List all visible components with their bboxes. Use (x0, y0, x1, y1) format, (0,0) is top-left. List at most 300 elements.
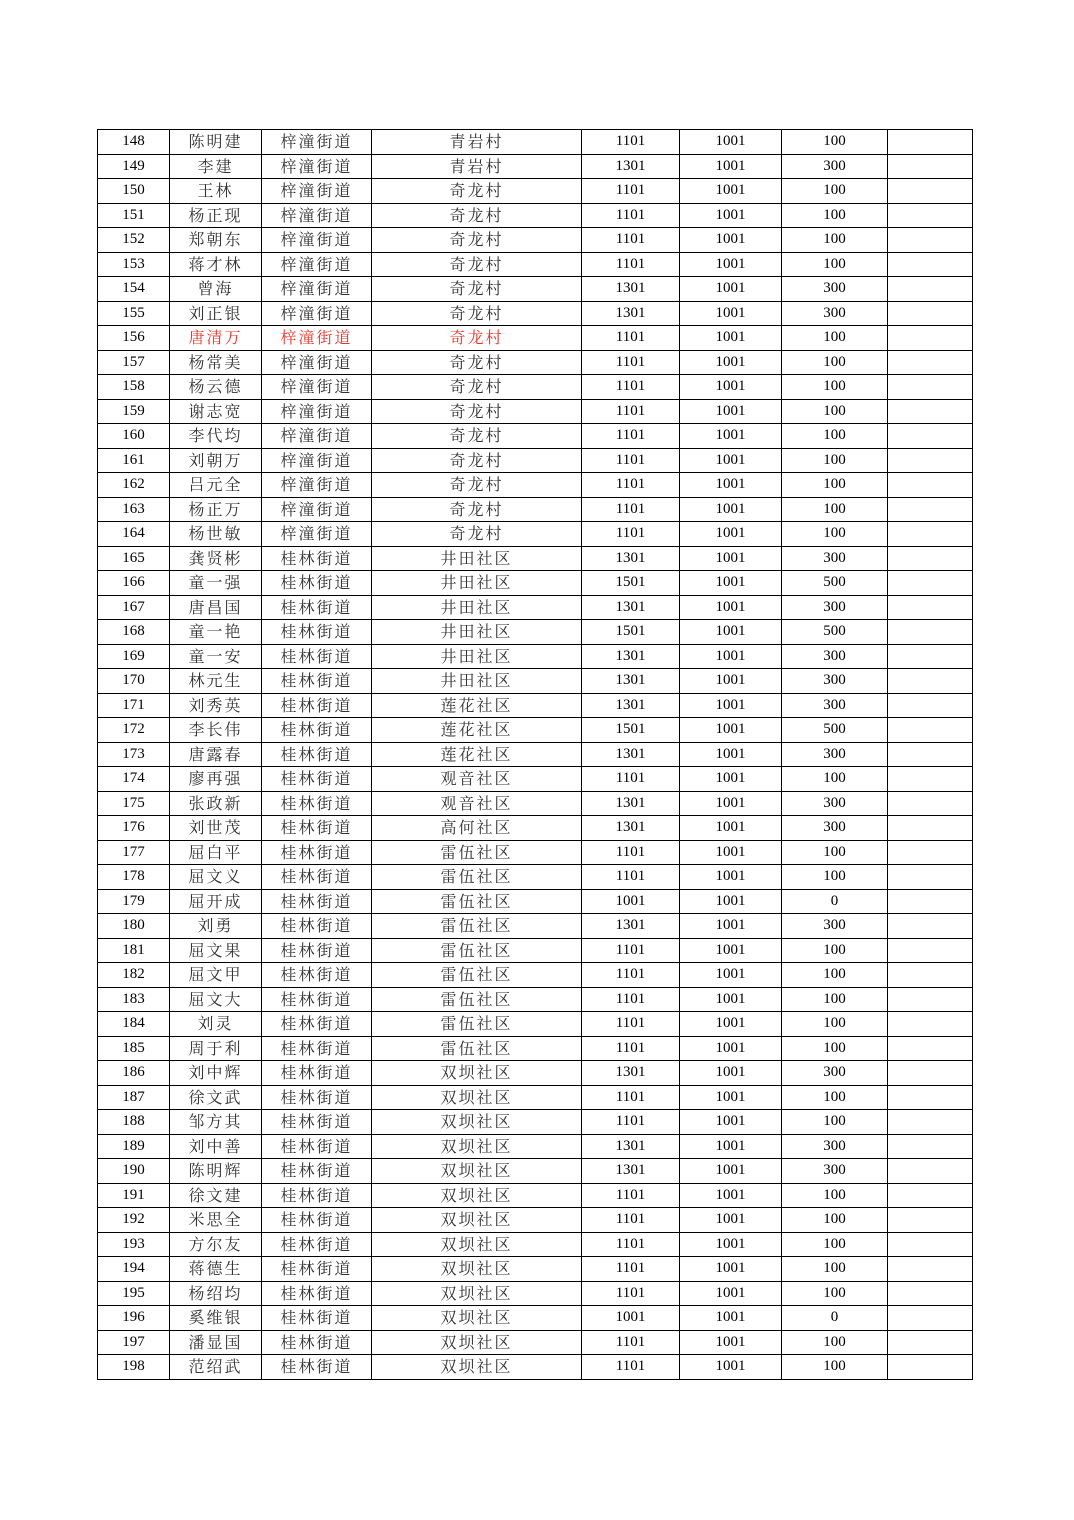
street-cell: 桂林街道 (262, 693, 372, 718)
village-cell: 双坝社区 (372, 1355, 582, 1380)
street-cell: 桂林街道 (262, 620, 372, 645)
amount-cell: 100 (782, 938, 888, 963)
amount-cell: 300 (782, 644, 888, 669)
note-cell (888, 154, 973, 179)
person-name-cell: 曾海 (170, 277, 262, 302)
note-cell (888, 644, 973, 669)
row-number-cell: 153 (98, 252, 170, 277)
code-1-cell: 1301 (582, 301, 680, 326)
code-1-cell: 1301 (582, 644, 680, 669)
street-cell: 桂林街道 (262, 1183, 372, 1208)
note-cell (888, 301, 973, 326)
amount-cell: 100 (782, 1085, 888, 1110)
street-cell: 桂林街道 (262, 546, 372, 571)
street-cell: 梓潼街道 (262, 277, 372, 302)
code-2-cell: 1001 (680, 865, 782, 890)
code-1-cell: 1101 (582, 1183, 680, 1208)
village-cell: 井田社区 (372, 546, 582, 571)
street-cell: 桂林街道 (262, 718, 372, 743)
code-1-cell: 1101 (582, 203, 680, 228)
note-cell (888, 1208, 973, 1233)
amount-cell: 300 (782, 914, 888, 939)
person-name-cell: 邹方其 (170, 1110, 262, 1135)
person-name-cell: 唐露春 (170, 742, 262, 767)
village-cell: 奇龙村 (372, 203, 582, 228)
amount-cell: 100 (782, 1257, 888, 1282)
row-number-cell: 178 (98, 865, 170, 890)
street-cell: 桂林街道 (262, 963, 372, 988)
code-1-cell: 1301 (582, 791, 680, 816)
code-1-cell: 1101 (582, 399, 680, 424)
table-row (98, 1306, 973, 1331)
village-cell: 双坝社区 (372, 1281, 582, 1306)
code-1-cell: 1101 (582, 1330, 680, 1355)
amount-cell: 100 (782, 1232, 888, 1257)
street-cell: 桂林街道 (262, 767, 372, 792)
table-row (98, 571, 973, 596)
village-cell: 高何社区 (372, 816, 582, 841)
code-1-cell: 1101 (582, 130, 680, 155)
row-number-cell: 155 (98, 301, 170, 326)
street-cell: 桂林街道 (262, 1355, 372, 1380)
table-row (98, 522, 973, 547)
row-number-cell: 181 (98, 938, 170, 963)
code-2-cell: 1001 (680, 816, 782, 841)
code-2-cell: 1001 (680, 130, 782, 155)
person-name-cell: 杨常美 (170, 350, 262, 375)
code-2-cell: 1001 (680, 742, 782, 767)
row-number-cell: 183 (98, 987, 170, 1012)
table-row (98, 399, 973, 424)
code-1-cell: 1101 (582, 767, 680, 792)
village-cell: 奇龙村 (372, 399, 582, 424)
note-cell (888, 424, 973, 449)
village-cell: 青岩村 (372, 130, 582, 155)
street-cell: 桂林街道 (262, 889, 372, 914)
village-cell: 双坝社区 (372, 1257, 582, 1282)
note-cell (888, 497, 973, 522)
row-number-cell: 186 (98, 1061, 170, 1086)
person-name-cell: 唐清万 (170, 326, 262, 351)
village-cell: 井田社区 (372, 669, 582, 694)
row-number-cell: 170 (98, 669, 170, 694)
code-2-cell: 1001 (680, 1281, 782, 1306)
code-2-cell: 1001 (680, 693, 782, 718)
person-name-cell: 刘灵 (170, 1012, 262, 1037)
table-row (98, 375, 973, 400)
code-1-cell: 1101 (582, 840, 680, 865)
row-number-cell: 174 (98, 767, 170, 792)
street-cell: 梓潼街道 (262, 473, 372, 498)
amount-cell: 100 (782, 326, 888, 351)
table-row (98, 595, 973, 620)
row-number-cell: 149 (98, 154, 170, 179)
table-row (98, 497, 973, 522)
note-cell (888, 1232, 973, 1257)
village-cell: 雷伍社区 (372, 938, 582, 963)
amount-cell: 500 (782, 718, 888, 743)
village-cell: 观音社区 (372, 767, 582, 792)
street-cell: 桂林街道 (262, 595, 372, 620)
street-cell: 桂林街道 (262, 1330, 372, 1355)
amount-cell: 100 (782, 1355, 888, 1380)
note-cell (888, 1281, 973, 1306)
code-2-cell: 1001 (680, 375, 782, 400)
table-row (98, 546, 973, 571)
row-number-cell: 192 (98, 1208, 170, 1233)
amount-cell: 100 (782, 375, 888, 400)
street-cell: 桂林街道 (262, 1208, 372, 1233)
code-2-cell: 1001 (680, 1232, 782, 1257)
code-2-cell: 1001 (680, 669, 782, 694)
note-cell (888, 791, 973, 816)
table-row (98, 1257, 973, 1282)
table-row (98, 1061, 973, 1086)
table-row (98, 1134, 973, 1159)
amount-cell: 100 (782, 252, 888, 277)
village-cell: 双坝社区 (372, 1085, 582, 1110)
row-number-cell: 185 (98, 1036, 170, 1061)
note-cell (888, 1183, 973, 1208)
row-number-cell: 168 (98, 620, 170, 645)
street-cell: 梓潼街道 (262, 424, 372, 449)
village-cell: 双坝社区 (372, 1208, 582, 1233)
person-name-cell: 蒋才林 (170, 252, 262, 277)
table-row (98, 963, 973, 988)
code-1-cell: 1301 (582, 1159, 680, 1184)
code-1-cell: 1501 (582, 571, 680, 596)
village-cell: 雷伍社区 (372, 889, 582, 914)
note-cell (888, 1012, 973, 1037)
amount-cell: 0 (782, 889, 888, 914)
street-cell: 梓潼街道 (262, 326, 372, 351)
village-cell: 双坝社区 (372, 1232, 582, 1257)
table-row (98, 718, 973, 743)
person-name-cell: 陈明建 (170, 130, 262, 155)
person-name-cell: 杨世敏 (170, 522, 262, 547)
code-2-cell: 1001 (680, 1208, 782, 1233)
code-2-cell: 1001 (680, 326, 782, 351)
village-cell: 雷伍社区 (372, 1012, 582, 1037)
row-number-cell: 195 (98, 1281, 170, 1306)
amount-cell: 100 (782, 1208, 888, 1233)
code-2-cell: 1001 (680, 301, 782, 326)
table-row (98, 277, 973, 302)
code-1-cell: 1101 (582, 1012, 680, 1037)
table-row (98, 644, 973, 669)
village-cell: 奇龙村 (372, 448, 582, 473)
row-number-cell: 157 (98, 350, 170, 375)
code-2-cell: 1001 (680, 963, 782, 988)
note-cell (888, 595, 973, 620)
row-number-cell: 161 (98, 448, 170, 473)
village-cell: 双坝社区 (372, 1183, 582, 1208)
person-name-cell: 李建 (170, 154, 262, 179)
street-cell: 桂林街道 (262, 1134, 372, 1159)
row-number-cell: 176 (98, 816, 170, 841)
row-number-cell: 197 (98, 1330, 170, 1355)
code-2-cell: 1001 (680, 1159, 782, 1184)
table-row (98, 889, 973, 914)
amount-cell: 100 (782, 1330, 888, 1355)
table-row (98, 767, 973, 792)
amount-cell: 100 (782, 1036, 888, 1061)
village-cell: 奇龙村 (372, 424, 582, 449)
table-row (98, 228, 973, 253)
table-row (98, 179, 973, 204)
note-cell (888, 889, 973, 914)
code-2-cell: 1001 (680, 620, 782, 645)
person-name-cell: 蒋德生 (170, 1257, 262, 1282)
table-body (98, 130, 973, 1380)
street-cell: 桂林街道 (262, 1257, 372, 1282)
village-cell: 莲花社区 (372, 742, 582, 767)
person-name-cell: 屈文果 (170, 938, 262, 963)
village-cell: 双坝社区 (372, 1330, 582, 1355)
table-row (98, 1012, 973, 1037)
table-row (98, 326, 973, 351)
row-number-cell: 182 (98, 963, 170, 988)
row-number-cell: 159 (98, 399, 170, 424)
village-cell: 观音社区 (372, 791, 582, 816)
note-cell (888, 693, 973, 718)
street-cell: 桂林街道 (262, 644, 372, 669)
note-cell (888, 718, 973, 743)
table-row (98, 1110, 973, 1135)
note-cell (888, 669, 973, 694)
table-row (98, 448, 973, 473)
note-cell (888, 1110, 973, 1135)
table-row (98, 865, 973, 890)
street-cell: 梓潼街道 (262, 228, 372, 253)
person-name-cell: 奚维银 (170, 1306, 262, 1331)
code-2-cell: 1001 (680, 522, 782, 547)
code-2-cell: 1001 (680, 595, 782, 620)
table-row (98, 791, 973, 816)
amount-cell: 300 (782, 546, 888, 571)
note-cell (888, 840, 973, 865)
amount-cell: 500 (782, 571, 888, 596)
street-cell: 桂林街道 (262, 865, 372, 890)
code-2-cell: 1001 (680, 252, 782, 277)
code-1-cell: 1001 (582, 889, 680, 914)
row-number-cell: 156 (98, 326, 170, 351)
street-cell: 梓潼街道 (262, 375, 372, 400)
person-name-cell: 杨正现 (170, 203, 262, 228)
row-number-cell: 180 (98, 914, 170, 939)
village-cell: 双坝社区 (372, 1134, 582, 1159)
note-cell (888, 1306, 973, 1331)
code-2-cell: 1001 (680, 1110, 782, 1135)
note-cell (888, 522, 973, 547)
table-row (98, 130, 973, 155)
street-cell: 梓潼街道 (262, 497, 372, 522)
note-cell (888, 1134, 973, 1159)
person-name-cell: 李长伟 (170, 718, 262, 743)
amount-cell: 300 (782, 1061, 888, 1086)
village-cell: 雷伍社区 (372, 963, 582, 988)
code-1-cell: 1101 (582, 473, 680, 498)
code-1-cell: 1001 (582, 1306, 680, 1331)
village-cell: 双坝社区 (372, 1061, 582, 1086)
street-cell: 桂林街道 (262, 938, 372, 963)
note-cell (888, 399, 973, 424)
code-1-cell: 1101 (582, 350, 680, 375)
code-1-cell: 1301 (582, 693, 680, 718)
row-number-cell: 166 (98, 571, 170, 596)
table-row (98, 620, 973, 645)
amount-cell: 100 (782, 1110, 888, 1135)
table-row (98, 1036, 973, 1061)
row-number-cell: 194 (98, 1257, 170, 1282)
street-cell: 桂林街道 (262, 1061, 372, 1086)
person-name-cell: 童一强 (170, 571, 262, 596)
street-cell: 梓潼街道 (262, 522, 372, 547)
village-cell: 奇龙村 (372, 301, 582, 326)
row-number-cell: 191 (98, 1183, 170, 1208)
amount-cell: 100 (782, 448, 888, 473)
code-1-cell: 1101 (582, 1232, 680, 1257)
code-1-cell: 1101 (582, 1257, 680, 1282)
amount-cell: 300 (782, 1159, 888, 1184)
amount-cell: 300 (782, 669, 888, 694)
village-cell: 青岩村 (372, 154, 582, 179)
village-cell: 雷伍社区 (372, 840, 582, 865)
amount-cell: 300 (782, 742, 888, 767)
code-1-cell: 1101 (582, 228, 680, 253)
table-row (98, 1085, 973, 1110)
note-cell (888, 130, 973, 155)
person-name-cell: 谢志宽 (170, 399, 262, 424)
code-2-cell: 1001 (680, 987, 782, 1012)
village-cell: 双坝社区 (372, 1159, 582, 1184)
code-1-cell: 1101 (582, 1281, 680, 1306)
code-2-cell: 1001 (680, 718, 782, 743)
note-cell (888, 963, 973, 988)
table-row (98, 154, 973, 179)
village-cell: 井田社区 (372, 620, 582, 645)
code-1-cell: 1101 (582, 424, 680, 449)
amount-cell: 100 (782, 1281, 888, 1306)
street-cell: 桂林街道 (262, 1159, 372, 1184)
village-cell: 井田社区 (372, 595, 582, 620)
person-name-cell: 王林 (170, 179, 262, 204)
person-name-cell: 周于利 (170, 1036, 262, 1061)
table-row (98, 1232, 973, 1257)
code-2-cell: 1001 (680, 1036, 782, 1061)
code-2-cell: 1001 (680, 1012, 782, 1037)
table-row (98, 252, 973, 277)
table-row (98, 840, 973, 865)
note-cell (888, 1061, 973, 1086)
amount-cell: 0 (782, 1306, 888, 1331)
note-cell (888, 326, 973, 351)
person-name-cell: 徐文武 (170, 1085, 262, 1110)
code-2-cell: 1001 (680, 791, 782, 816)
amount-cell: 100 (782, 987, 888, 1012)
code-1-cell: 1301 (582, 277, 680, 302)
code-2-cell: 1001 (680, 1134, 782, 1159)
code-2-cell: 1001 (680, 424, 782, 449)
amount-cell: 300 (782, 693, 888, 718)
amount-cell: 300 (782, 791, 888, 816)
street-cell: 桂林街道 (262, 742, 372, 767)
village-cell: 奇龙村 (372, 326, 582, 351)
note-cell (888, 865, 973, 890)
row-number-cell: 184 (98, 1012, 170, 1037)
row-number-cell: 171 (98, 693, 170, 718)
amount-cell: 100 (782, 497, 888, 522)
village-cell: 奇龙村 (372, 252, 582, 277)
amount-cell: 100 (782, 179, 888, 204)
village-cell: 奇龙村 (372, 277, 582, 302)
village-cell: 莲花社区 (372, 693, 582, 718)
code-1-cell: 1101 (582, 1036, 680, 1061)
street-cell: 梓潼街道 (262, 448, 372, 473)
row-number-cell: 173 (98, 742, 170, 767)
note-cell (888, 350, 973, 375)
person-name-cell: 龚贤彬 (170, 546, 262, 571)
row-number-cell: 164 (98, 522, 170, 547)
person-name-cell: 刘秀英 (170, 693, 262, 718)
row-number-cell: 177 (98, 840, 170, 865)
code-1-cell: 1301 (582, 546, 680, 571)
code-1-cell: 1501 (582, 620, 680, 645)
code-2-cell: 1001 (680, 179, 782, 204)
row-number-cell: 179 (98, 889, 170, 914)
code-2-cell: 1001 (680, 1183, 782, 1208)
code-1-cell: 1101 (582, 865, 680, 890)
village-cell: 莲花社区 (372, 718, 582, 743)
street-cell: 梓潼街道 (262, 179, 372, 204)
code-1-cell: 1301 (582, 154, 680, 179)
street-cell: 桂林街道 (262, 987, 372, 1012)
person-name-cell: 童一艳 (170, 620, 262, 645)
note-cell (888, 473, 973, 498)
note-cell (888, 938, 973, 963)
amount-cell: 100 (782, 399, 888, 424)
note-cell (888, 987, 973, 1012)
street-cell: 梓潼街道 (262, 399, 372, 424)
person-name-cell: 杨绍均 (170, 1281, 262, 1306)
amount-cell: 300 (782, 595, 888, 620)
row-number-cell: 163 (98, 497, 170, 522)
person-name-cell: 潘显国 (170, 1330, 262, 1355)
code-1-cell: 1101 (582, 1208, 680, 1233)
street-cell: 梓潼街道 (262, 252, 372, 277)
village-cell: 双坝社区 (372, 1110, 582, 1135)
person-name-cell: 唐昌国 (170, 595, 262, 620)
amount-cell: 100 (782, 840, 888, 865)
person-name-cell: 屈开成 (170, 889, 262, 914)
code-2-cell: 1001 (680, 914, 782, 939)
note-cell (888, 203, 973, 228)
person-name-cell: 张政新 (170, 791, 262, 816)
village-cell: 奇龙村 (372, 228, 582, 253)
code-2-cell: 1001 (680, 1330, 782, 1355)
table-row (98, 669, 973, 694)
code-2-cell: 1001 (680, 473, 782, 498)
note-cell (888, 571, 973, 596)
row-number-cell: 151 (98, 203, 170, 228)
table-row (98, 742, 973, 767)
note-cell (888, 1257, 973, 1282)
code-2-cell: 1001 (680, 571, 782, 596)
village-cell: 井田社区 (372, 644, 582, 669)
street-cell: 桂林街道 (262, 1281, 372, 1306)
amount-cell: 100 (782, 228, 888, 253)
village-cell: 雷伍社区 (372, 1036, 582, 1061)
